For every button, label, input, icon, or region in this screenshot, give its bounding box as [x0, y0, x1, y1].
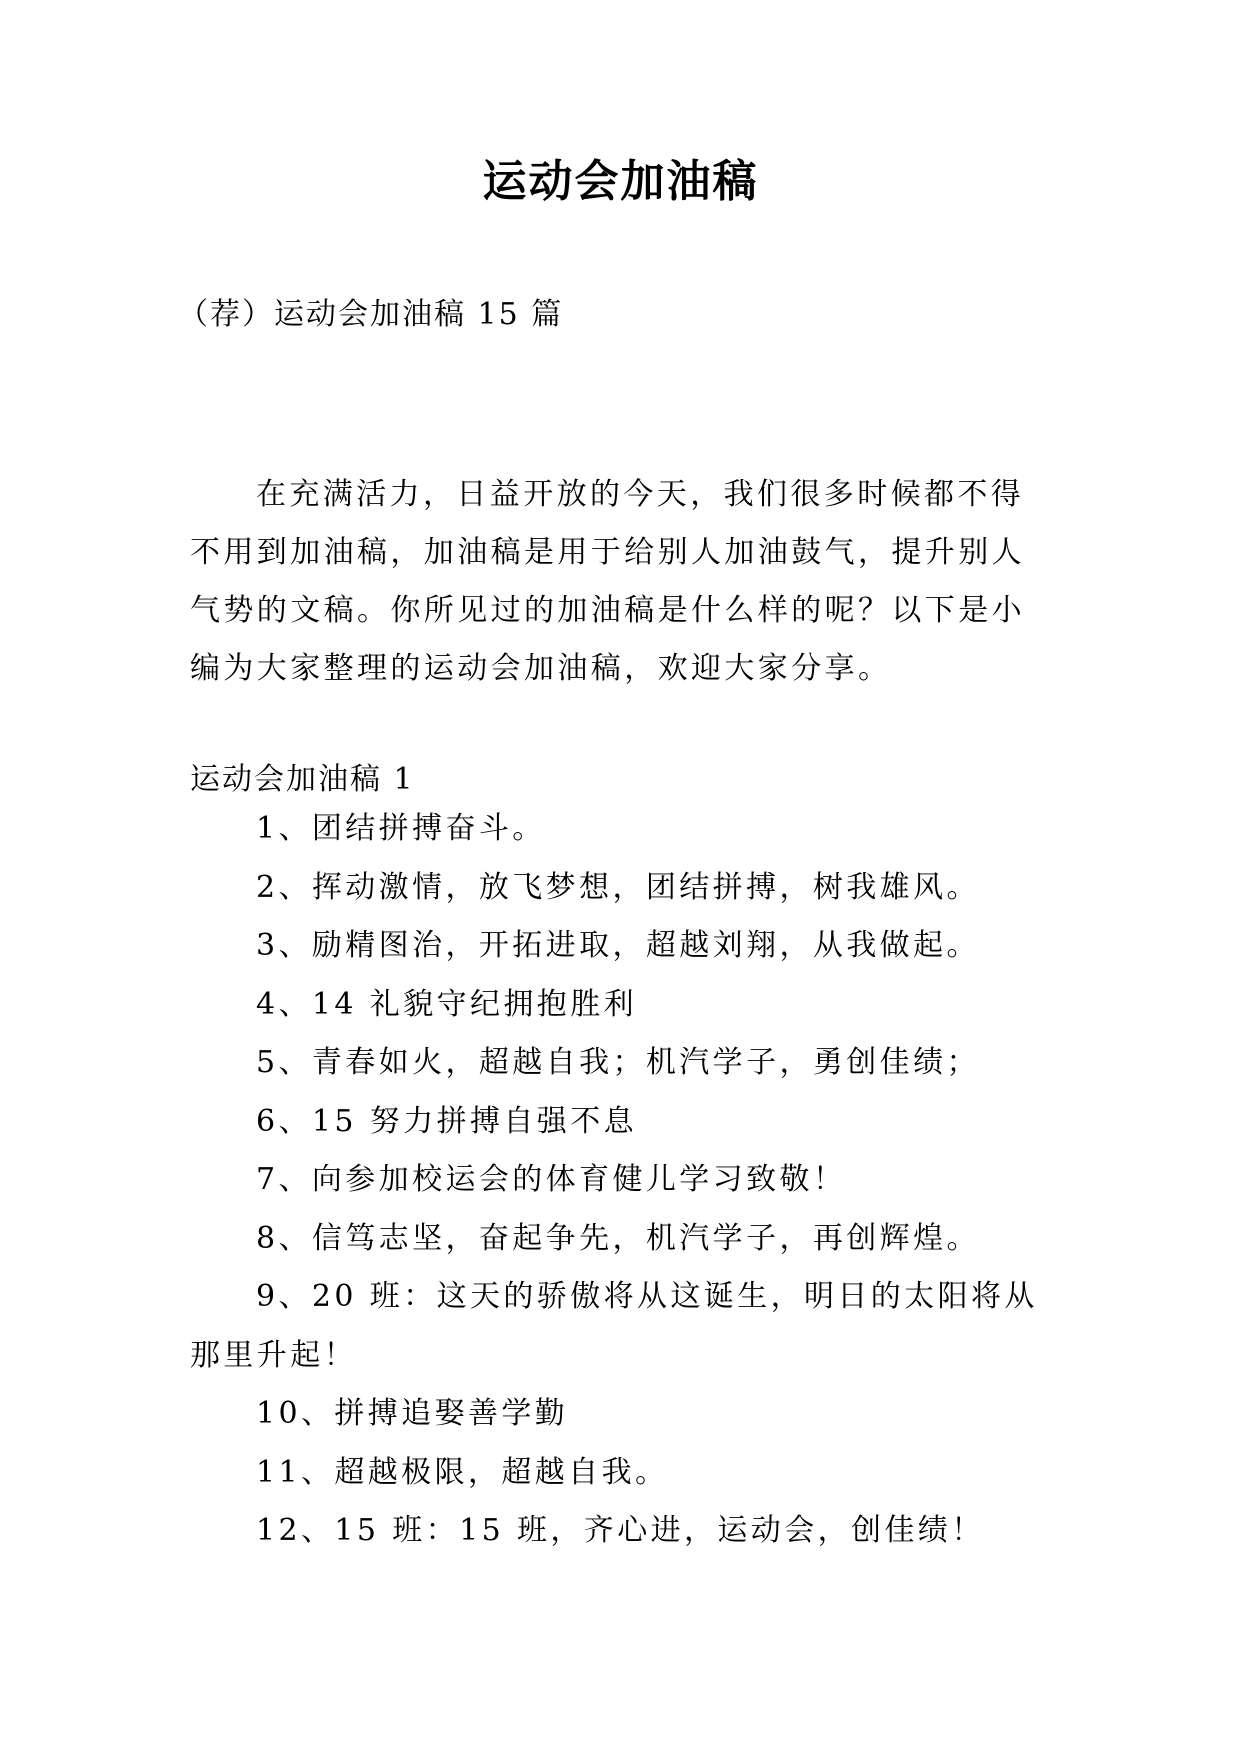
- section-heading: 运动会加油稿 1: [190, 762, 415, 797]
- cheer-list: [190, 800, 1056, 1561]
- list-item: 12、15 班：15 班，齐心进，运动会，创佳绩！: [256, 1513, 985, 1548]
- list-item: 9、20 班：这天的骄傲将从这诞生，明日的太阳将从那里升起！: [190, 1279, 1038, 1373]
- list-item: 8、信笃志坚，奋起争先，机汽学子，再创辉煌。: [256, 1220, 980, 1256]
- list-item: 7、向参加校运会的体育健儿学习致敬！: [256, 1162, 847, 1197]
- list-item: 2、挥动激情，放飞梦想，团结拼搏，树我雄风。: [256, 869, 980, 905]
- list-item: 4、14 礼貌守纪拥抱胜利: [256, 986, 637, 1022]
- list-item: 6、15 努力拼搏自强不息: [256, 1103, 637, 1139]
- document-title: 运动会加油稿: [482, 156, 759, 207]
- list-item: 1、团结拼搏奋斗。: [256, 811, 546, 846]
- list-item: 3、励精图治，开拓进取，超越刘翔，从我做起。: [256, 928, 980, 963]
- intro-paragraph: 在充满活力，日益开放的今天，我们很多时候都不得不用到加油稿，加油稿是用于给别人加油鼓气，提升别人气势的文稿。你所见过的加油稿是什么样的呢？以下是小编为大家整理的运动会加油稿，欢迎大家分享。: [190, 477, 1025, 686]
- list-item: 10、拼搏追娶善学勤: [256, 1396, 569, 1431]
- list-item: 5、青春如火，超越自我；机汽学子，勇创佳绩；: [256, 1045, 980, 1080]
- document-subtitle: （荐）运动会加油稿 15 篇: [178, 297, 564, 332]
- list-item: 11、超越极限，超越自我。: [256, 1454, 669, 1490]
